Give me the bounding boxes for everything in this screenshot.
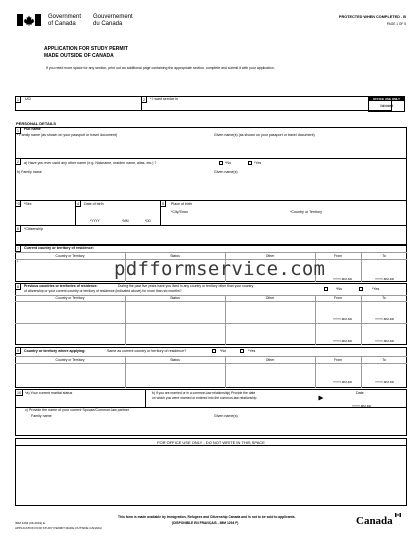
spouse-family-name-input[interactable] — [25, 420, 205, 432]
spouse-name-label: c) Provide the name of your current Spouse/Common-law partner — [25, 408, 130, 412]
q7-header-line — [15, 252, 407, 253]
q1-number: 1 — [15, 127, 21, 134]
q8-row2-to-format: YYYY-MM-DD — [375, 339, 395, 343]
q5-number: 5 — [160, 200, 166, 207]
canada-wordmark: Canada — [356, 515, 393, 527]
q8-v1 — [125, 295, 126, 345]
dob-mm-label: *MM — [122, 219, 129, 223]
q8-row2-from-format: YYYY-MM-DD — [333, 339, 353, 343]
dob-year-input[interactable] — [84, 209, 110, 218]
q9-header-line — [15, 356, 407, 357]
q7-v4 — [361, 252, 362, 282]
q8-row1-other-input[interactable] — [228, 303, 312, 317]
q9-row-top — [15, 363, 407, 364]
spouse-given-names-input[interactable] — [214, 420, 394, 432]
pob-city-label: *City/Town — [171, 210, 188, 214]
q5-bottom-line — [15, 225, 407, 226]
previous-text-1: During the past five years have you lived in any country or territory other than your country — [118, 284, 254, 288]
same-as-no-checkbox[interactable] — [212, 349, 216, 353]
q8-col-to: To — [382, 296, 386, 300]
previous-yes-label: *Yes — [372, 287, 380, 291]
service-language-select[interactable] — [150, 102, 260, 110]
other-name-question: a) Have you ever used any other name (e.g. Nickname, maiden name, alias, etc.) ? — [24, 161, 157, 165]
wordmark-flag-icon — [395, 513, 401, 517]
married-date-text-2: on which you were married or entered into the common-law relationship — [152, 396, 257, 400]
q7-to-format: YYYY-MM-DD — [375, 277, 395, 281]
q9-from-format: YYYY-MM-DD — [333, 380, 353, 384]
q9-number: 9 — [15, 347, 21, 354]
q8-row2-other-input[interactable] — [228, 325, 312, 339]
previous-no-label: *No — [336, 287, 342, 291]
q10-number: 10 — [15, 389, 23, 396]
family-name-passport-label: * Family name (as shown on your passport or travel document) — [17, 133, 118, 137]
q4-number: 4 — [75, 200, 81, 207]
spouse-given-names-label: Given name(s) — [214, 414, 238, 418]
same-as-yes-checkbox[interactable] — [240, 349, 244, 353]
other-name-no-label: *No — [225, 161, 231, 165]
pob-country-label: *Country or Territory — [290, 210, 323, 214]
dob-dd-label: *DD — [145, 219, 151, 223]
same-as-yes-label: *Yes — [248, 349, 256, 353]
other-family-name-input[interactable] — [17, 177, 207, 193]
family-name-input[interactable] — [17, 140, 207, 156]
q8-row1-from-format: YYYY-MM-DD — [333, 317, 353, 321]
government-of-canada-fr-1: Gouvernement — [93, 14, 133, 20]
form-footer-name: APPLICATION FOR STUDY PERMIT MADE OUTSIDE CANADA — [15, 526, 102, 530]
service-label: * I want service in — [150, 97, 179, 101]
q8-col-from: From — [334, 296, 342, 300]
office-use-line — [15, 445, 407, 446]
previous-no-checkbox[interactable] — [324, 287, 328, 291]
q9-col-country: Country or Territory — [55, 358, 85, 362]
q8-v2 — [225, 295, 226, 345]
q7-country-select[interactable] — [21, 262, 121, 277]
q8-number: 8 — [15, 283, 21, 290]
marriage-date-format: YYYY-MM-DD — [352, 404, 372, 408]
q9-v3 — [315, 356, 316, 388]
dob-day-input[interactable] — [130, 209, 146, 218]
protected-label: PROTECTED WHEN COMPLETED - B — [338, 15, 406, 19]
government-of-canada-en-1: Government — [48, 14, 82, 20]
q8-row2-top — [15, 323, 407, 324]
citizenship-select[interactable] — [24, 233, 174, 242]
dob-label: Date of birth — [84, 202, 104, 206]
b-family-name-label: b) Family name — [17, 170, 42, 174]
uci-number: 1 — [15, 96, 21, 103]
citizenship-label: *Citizenship — [24, 227, 43, 231]
spouse-family-name-label: Family name — [31, 414, 52, 418]
pob-label: Place of birth — [171, 202, 192, 206]
uci-label: UCI — [25, 97, 32, 101]
form-instructions: If you need more space for any section, print out an additional page containing the appropriate section, complete and submit it with your application. — [46, 66, 275, 70]
q8-row2-country-select[interactable] — [18, 325, 122, 339]
q9-other-input[interactable] — [228, 365, 312, 379]
other-name-yes-checkbox[interactable] — [248, 161, 252, 165]
applying-title: Country or territory where applying: — [24, 349, 86, 353]
q9-col-from: From — [334, 358, 342, 362]
office-use-area — [15, 438, 407, 506]
watermark: pdfformservice.com — [114, 258, 326, 280]
other-name-no-checkbox[interactable] — [219, 161, 223, 165]
q9-status-select[interactable] — [128, 365, 222, 379]
same-as-question: Same as current country or territory of residence? — [107, 349, 187, 353]
government-of-canada-fr-2: du Canada — [93, 21, 123, 27]
office-use-note: FOR OFFICE USE ONLY - DO NOT WRITE IN THIS SPACE — [157, 440, 265, 445]
residence-title: Current country or territory of residence: — [24, 246, 94, 250]
sex-label: *Sex — [24, 202, 32, 206]
same-as-no-label: *No — [220, 349, 226, 353]
q7-col-to: To — [382, 254, 386, 258]
q9-v2 — [225, 356, 226, 388]
q8-row2-status-select[interactable] — [128, 325, 222, 339]
q9-to-format: YYYY-MM-DD — [375, 380, 395, 384]
married-date-text-1: b) If you are married or in a common-law relationship) Provide the date — [152, 391, 256, 395]
arrow-right-icon — [318, 395, 324, 401]
marriage-date-label: Date — [356, 391, 364, 395]
q7-col-country: Country or Territory — [55, 254, 85, 258]
q7-col-from: From — [334, 254, 342, 258]
french-version-note: (DISPONIBLE EN FRANÇAIS - IMM 1294 F) — [172, 521, 239, 525]
office-use-label: OFFICE USE ONLY — [373, 96, 400, 101]
q8-v4 — [361, 295, 362, 345]
sex-select[interactable] — [24, 209, 72, 218]
q9-v1 — [125, 356, 126, 388]
page-number: PAGE 1 OF 5 — [386, 22, 406, 26]
dob-month-input[interactable] — [112, 209, 128, 218]
current-status-label: *a) Your current marital status — [25, 391, 73, 395]
dob-yyyy-label: *YYYY — [90, 219, 100, 223]
q1-bottom-line — [15, 158, 407, 159]
q8-row1-top — [15, 301, 407, 302]
q8-col-other: Other — [265, 296, 275, 300]
q7-required-star: * — [17, 260, 19, 264]
form-number: IMM 1294 (06-2019) E — [15, 521, 46, 525]
other-name-yes-label: *Yes — [254, 161, 262, 165]
given-names-input[interactable] — [214, 140, 404, 156]
q7-col-status: Status — [170, 254, 180, 258]
form-title-2: MADE OUTSIDE OF CANADA — [44, 53, 114, 59]
other-given-names-input[interactable] — [214, 177, 404, 193]
made-available-note: This form is made available by Immigration, Refugees and Citizenship Canada and is not to be sold to applicants. — [118, 515, 296, 519]
previous-yes-checkbox[interactable] — [359, 287, 363, 291]
personal-details-title: PERSONAL DETAILS — [16, 121, 57, 126]
form-title-1: APPLICATION FOR STUDY PERMIT — [44, 46, 128, 52]
q9-col-status: Status — [170, 358, 180, 362]
q7-from-format: YYYY-MM-DD — [333, 277, 353, 281]
b-given-names-label: Given name(s) — [214, 170, 238, 174]
pob-city-input[interactable] — [171, 215, 283, 223]
given-names-passport-label: Given name(s) (as shown on your passport or travel document) — [214, 133, 315, 137]
q8-col-country: Country or Territory — [55, 296, 85, 300]
canada-flag-logo — [17, 14, 41, 26]
q8-col-status: Status — [170, 296, 180, 300]
government-of-canada-en-2: of Canada — [48, 21, 76, 27]
q2-number: 2 — [15, 158, 21, 165]
q8-row1-status-select[interactable] — [128, 303, 222, 317]
validated-label: Validated — [379, 104, 394, 108]
q2-bottom-line — [15, 200, 407, 201]
q6-number: 6 — [15, 225, 21, 232]
previous-text-2: of citizenship or your current country or territory of residence (indicated above) for more than six months? — [24, 289, 182, 293]
q9-col-other: Other — [265, 358, 275, 362]
previous-title: Previous countries or territories of residence: — [24, 284, 98, 288]
uci-input[interactable] — [24, 102, 140, 110]
service-number: 2 — [141, 96, 147, 103]
q8-row1-country-select[interactable] — [18, 303, 122, 317]
q9-v4 — [361, 356, 362, 388]
q3-number: *3 — [16, 202, 20, 206]
full-name-label: Full name — [24, 127, 41, 131]
q7-number: 7 — [15, 245, 21, 252]
q8-row1-to-format: YYYY-MM-DD — [375, 317, 395, 321]
q8-v3 — [315, 295, 316, 345]
marital-status-select[interactable] — [25, 397, 140, 405]
q9-country-select[interactable] — [18, 365, 122, 379]
q9-col-to: To — [382, 358, 386, 362]
pob-country-select[interactable] — [290, 215, 402, 223]
q10-divider — [145, 389, 146, 407]
q7-col-other: Other — [265, 254, 275, 258]
